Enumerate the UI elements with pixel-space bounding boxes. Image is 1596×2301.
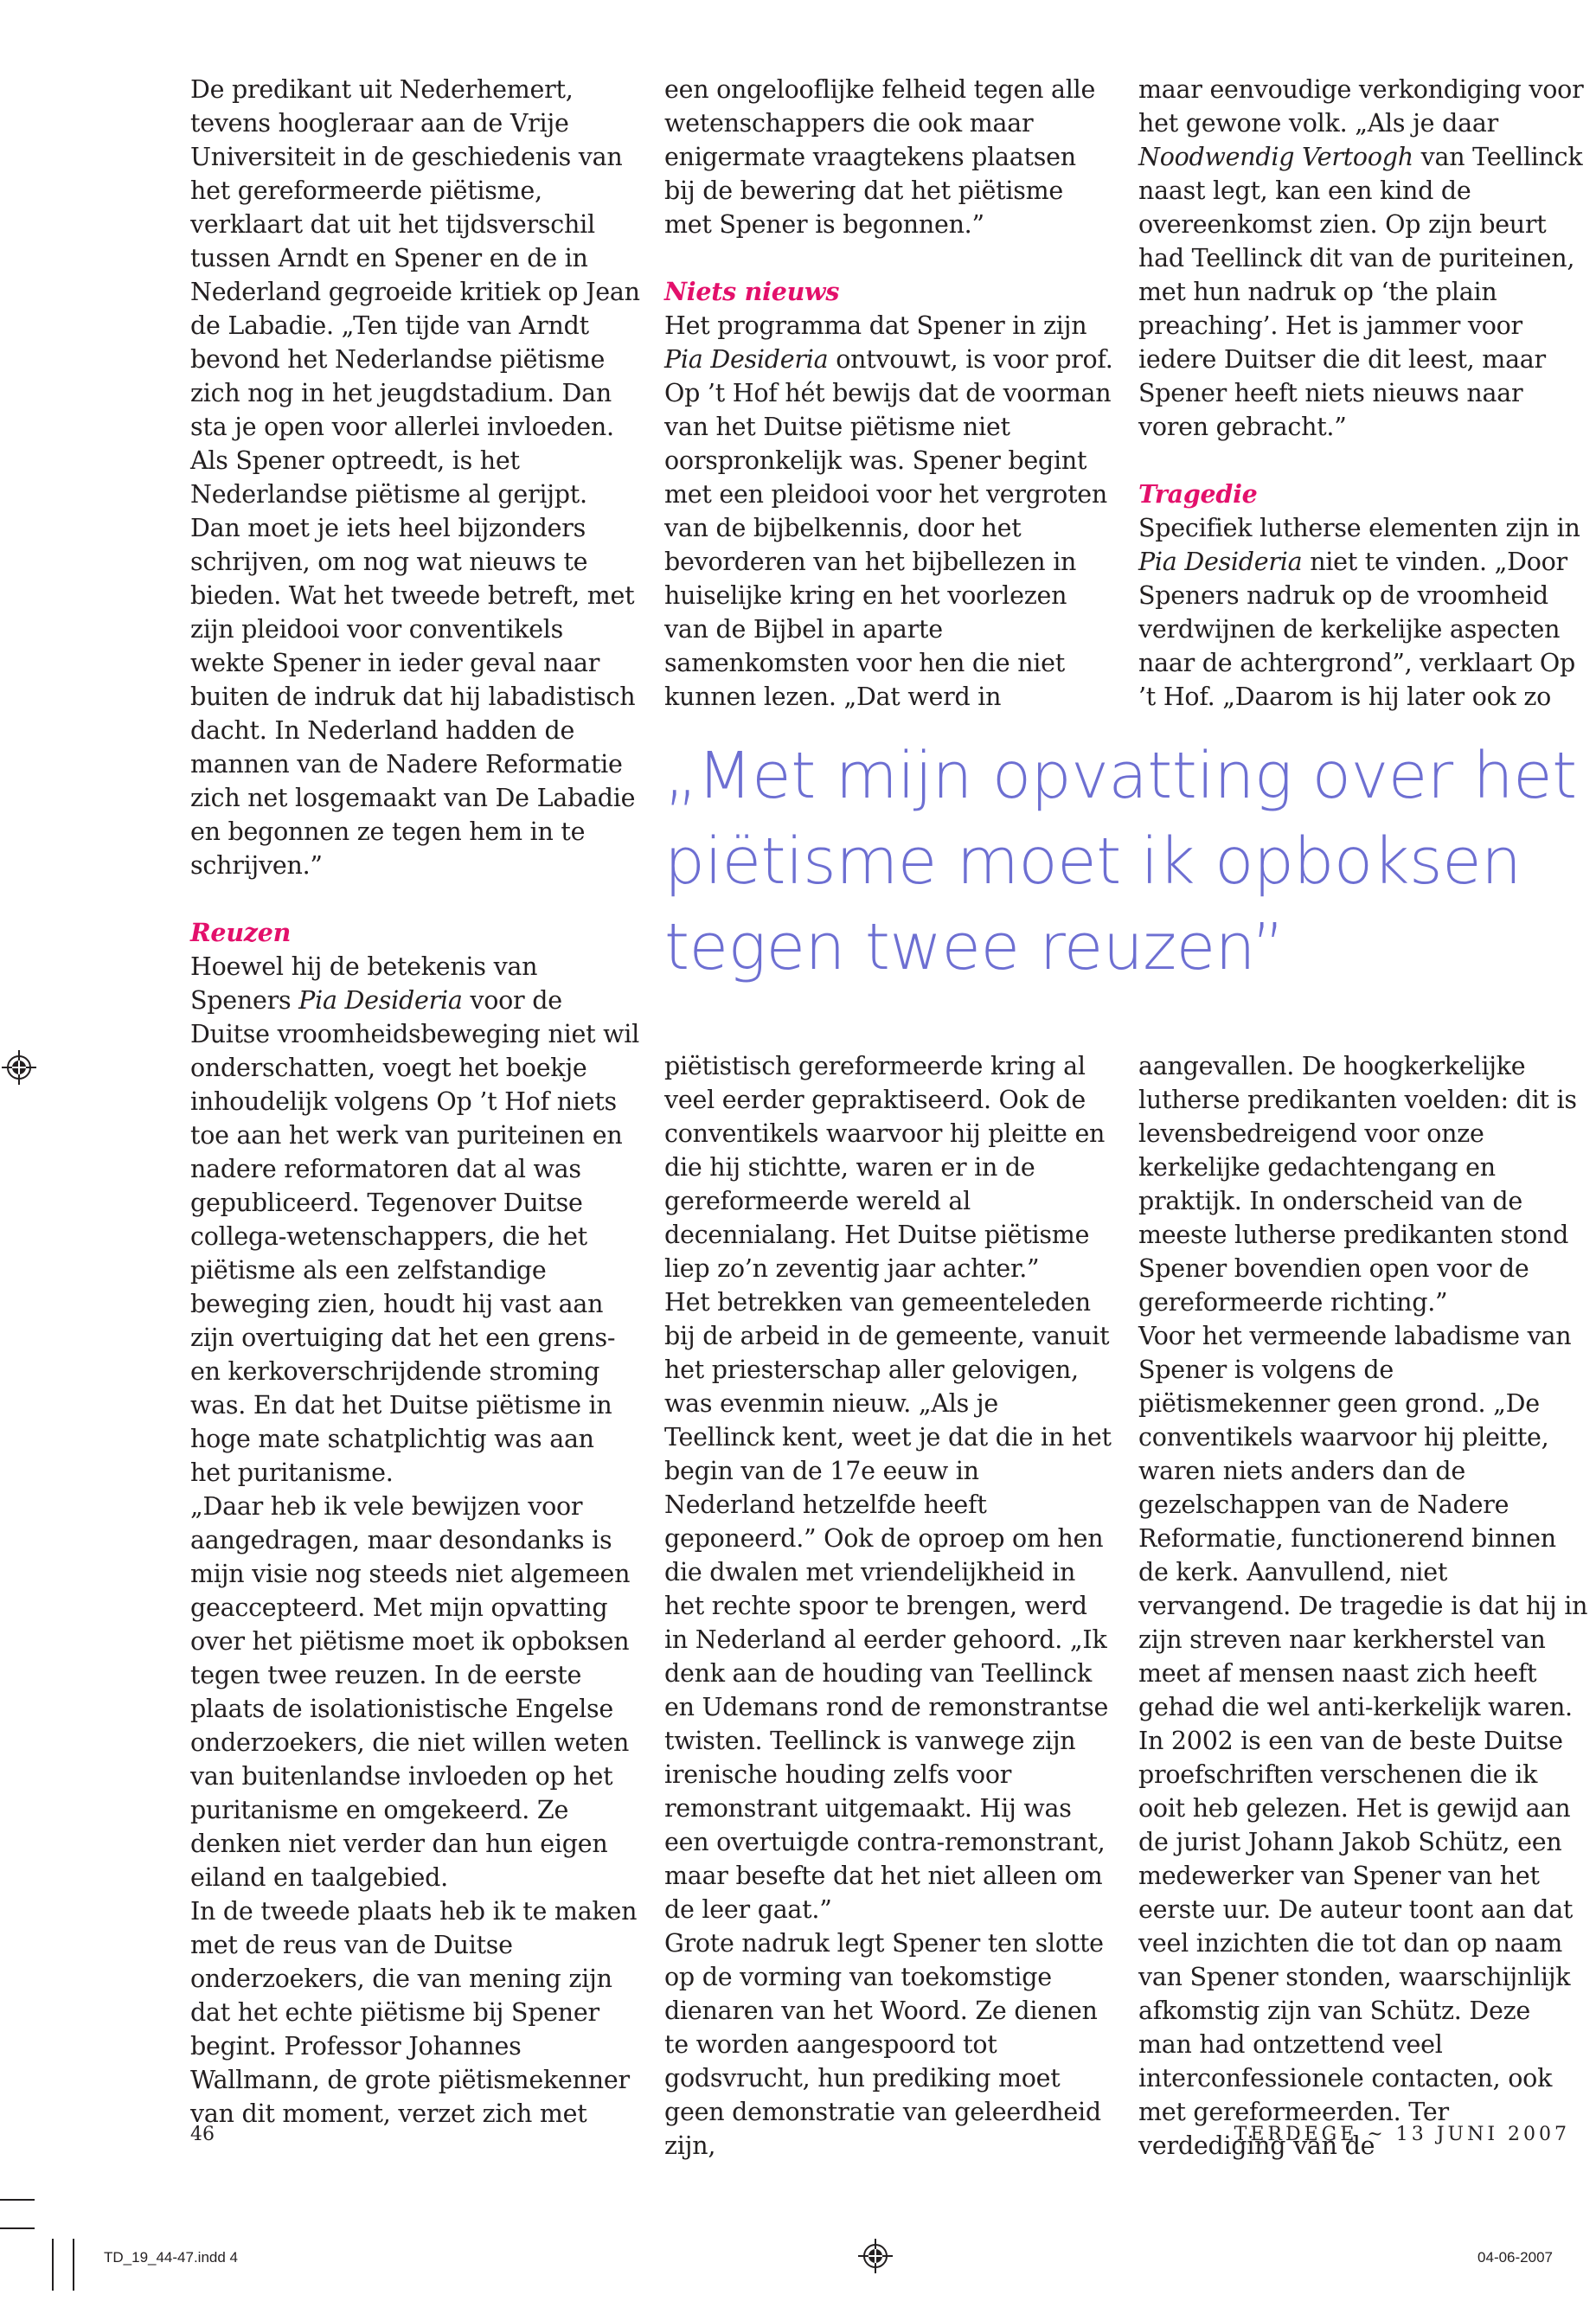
- crop-mark: [0, 2227, 35, 2229]
- column-1: [190, 73, 640, 2131]
- registration-mark-icon: [856, 2237, 894, 2275]
- slug-filename: TD_19_44-47.indd 4: [104, 2249, 239, 2266]
- book-title: Pia Desideria: [298, 986, 463, 1015]
- book-title: Noodwendig Vertoogh: [1138, 143, 1413, 171]
- column-2-top: [664, 73, 1114, 714]
- book-title: Pia Desideria: [1138, 548, 1303, 576]
- registration-mark-icon: [0, 1048, 38, 1086]
- crop-mark: [52, 2239, 54, 2291]
- paragraph: De predikant uit Nederhemert, tevens hoogleraar aan de Vrije Universiteit in de geschiedenis van het gereformeerde piëtisme, verklaart dat uit het tijdsverschil tussen Arndt en Spener en de in Nederland gegroeide kritiek op Jean de Labadie. „Ten tijde van Arndt bevond het Nederlandse piëtisme zich nog in het jeugdstadium. Dan sta je open voor allerlei invloeden. Als Spener optreedt, is het Nederlandse piëtisme al gerijpt. Dan moet je iets heel bijzonders schrijven, om nog wat nieuws te bieden. Wat het tweede betreft, met zijn pleidooi voor conventikels wekte Spener in ieder geval naar buiten de indruk dat hij labadistisch dacht. In Nederland hadden de mannen van de Nadere Reformatie zich net losgemaakt van De Labadie en begonnen ze tegen hem in te schrijven.”: [190, 75, 640, 880]
- paragraph: Grote nadruk legt Spener ten slotte op de vorming van toekomstige dienaren van het Woord. Ze dienen te worden aangespoord tot godsvrucht, hun prediking moet geen demonstratie van geleerdheid zijn,: [664, 1929, 1104, 2160]
- crop-mark: [73, 2239, 74, 2291]
- slug-date: 04-06-2007: [1477, 2249, 1553, 2266]
- paragraph: een ongelooflijke felheid tegen alle wetenschappers die ook maar enigermate vraagtekens plaatsen bij de bewering dat het piëtisme met Spener is begonnen.”: [664, 75, 1096, 239]
- paragraph: In de tweede plaats heb ik te maken met de reus van de Duitse onderzoekers, die van mening zijn dat het echte piëtisme bij Spener begint. Professor Johannes Wallmann, de grote piëtismekenner van dit moment, verzet zich met: [190, 1897, 638, 2128]
- book-title: Pia Desideria: [664, 345, 829, 374]
- paragraph: piëtistisch gereformeerde kring al veel eerder gepraktiseerd. Ook de conventikels waarvoor hij pleitte en die hij stichtte, waren er in de gereformeerde wereld al decennialang. Het Duitse piëtisme liep zo’n zeventig jaar achter.”: [664, 1052, 1106, 1283]
- crop-mark: [0, 2199, 35, 2201]
- subheading-niets-nieuws: Niets nieuws: [664, 277, 840, 306]
- subheading-reuzen: Reuzen: [190, 918, 292, 947]
- paragraph: „Daar heb ik vele bewijzen voor aangedragen, maar desondanks is mijn visie nog steeds niet algemeen geaccepteerd. Met mijn opvatting over het piëtisme moet ik opboksen tegen twee reuzen. In de eerste plaats de isolationistische Engelse onderzoekers, die niet willen weten van buitenlandse invloeden op het puritanisme en omgekeerd. Ze denken niet verder dan hun eigen eiland en taalgebied.: [190, 1492, 631, 1892]
- page-number: 46: [190, 2124, 215, 2145]
- paragraph: Het programma dat Spener in zijn Pia Desideria ontvouwt, is voor prof. Op ’t Hof hét bewijs dat de voorman van het Duitse piëtisme niet oorspronkelijk was. Spener begint met een pleidooi voor het vergroten van de bijbelkennis, door het bevorderen van het bijbellezen in huiselijke kring en het voorlezen van de Bijbel in aparte samenkomsten voor hen die niet kunnen lezen. „Dat werd in: [664, 311, 1113, 711]
- column-3-bottom: [1138, 1049, 1588, 2163]
- paragraph: maar eenvoudige verkondiging voor het gewone volk. „Als je daar Noodwendig Vertoogh van Teellinck naast legt, kan een kind de overeenkomst zien. Op zijn beurt had Teellinck dit van de puriteinen, met hun nadruk op ‘the plain preaching’. Het is jammer voor iedere Duitser die dit leest, maar Spener heeft niets nieuws naar voren gebracht.”: [1138, 75, 1584, 441]
- paragraph: Voor het vermeende labadisme van Spener is volgens de piëtismekenner geen grond. „De conventikels waarvoor hij pleitte, waren niets anders dan de gezelschappen van de Nadere Reformatie, functionerend binnen de kerk. Aanvullend, niet vervangend. De tragedie is dat hij in zijn streven naar kerkherstel van meet af mensen naast zich heeft gehad die wel anti-kerkelijk waren. In 2002 is een van de beste Duitse proefschriften verschenen die ik ooit heb gelezen. Het is gewijd aan de jurist Johann Jakob Schütz, een medewerker van Spener van het eerste uur. De auteur toont aan dat veel inzichten die tot dan op naam van Spener stonden, waarschijnlijk afkomstig zijn van Schütz. Deze man had ontzettend veel interconfessionele contacten, ook met gereformeerden. Ter verdediging van de: [1138, 1322, 1588, 2160]
- subheading-tragedie: Tragedie: [1138, 479, 1258, 509]
- column-2-bottom: [664, 1049, 1114, 2163]
- issue-line: TERDEGE ~ 13 JUNI 2007: [1234, 2124, 1570, 2145]
- pull-quote: „Met mijn opvatting over het piëtisme moet ik opboksen tegen twee reuzen”: [664, 739, 1577, 984]
- paragraph: Specifiek lutherse elementen zijn in Pia Desideria niet te vinden. „Door Speners nadruk op de vroomheid verdwijnen de kerkelijke aspecten naar de achtergrond”, verklaart Op ’t Hof. „Daarom is hij later ook zo: [1138, 514, 1580, 711]
- paragraph: Hoewel hij de betekenis van Speners Pia Desideria voor de Duitse vroomheidsbeweging niet wil onderschatten, voegt het boekje inhoudelijk volgens Op ’t Hof niets toe aan het werk van puriteinen en nadere reformatoren dat al was gepubliceerd. Tegenover Duitse collega-wetenschappers, die het piëtisme als een zelfstandige beweging zien, houdt hij vast aan zijn overtuiging dat het een grens- en kerkoverschrijdende stroming was. En dat het Duitse piëtisme in hoge mate schatplichtig was aan het puritanisme.: [190, 952, 639, 1487]
- paragraph: Het betrekken van gemeenteleden bij de arbeid in de gemeente, vanuit het priesterschap aller gelovigen, was evenmin nieuw. „Als je Teellinck kent, weet je dat die in het begin van de 17e eeuw in Nederland hetzelfde heeft geponeerd.” Ook de oproep om hen die dwalen met vriendelijkheid in het rechte spoor te brengen, werd in Nederland al eerder gehoord. „Ik denk aan de houding van Teellinck en Udemans rond de remonstrantse twisten. Teellinck is vanwege zijn irenische houding zelfs voor remonstrant uitgemaakt. Hij was een overtuigde contra-remonstrant, maar besefte dat het niet alleen om de leer gaat.”: [664, 1288, 1112, 1924]
- column-3-top: [1138, 73, 1588, 714]
- paragraph: aangevallen. De hoogkerkelijke lutherse predikanten voelden: dit is levensbedreigend voor onze kerkelijke gedachtengang en praktijk. In onderscheid van de meeste lutherse predikanten stond Spener bovendien open voor de gereformeerde richting.”: [1138, 1052, 1577, 1317]
